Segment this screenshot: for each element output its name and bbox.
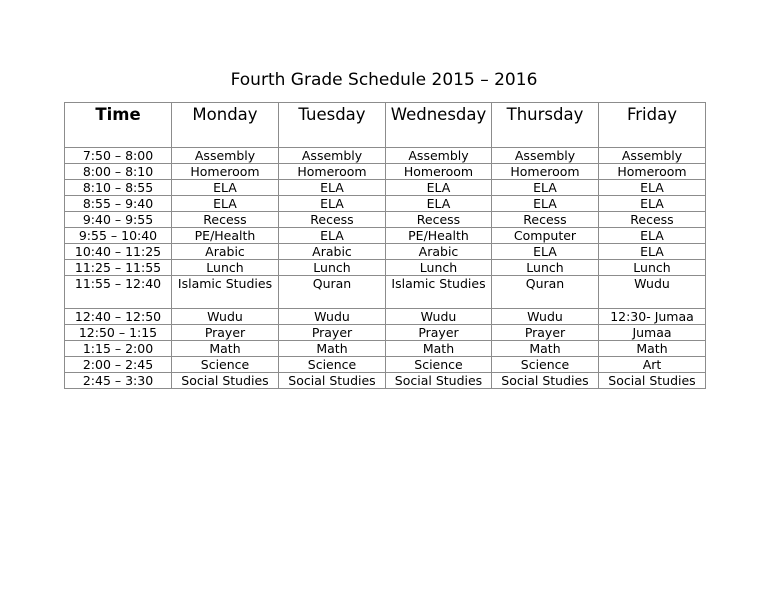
friday-cell: ELA [599, 196, 706, 212]
time-cell: 10:40 – 11:25 [65, 244, 172, 260]
tuesday-cell: ELA [279, 196, 386, 212]
monday-cell: Assembly [172, 148, 279, 164]
wednesday-cell: Arabic [386, 244, 492, 260]
tuesday-cell: Social Studies [279, 373, 386, 389]
friday-cell: Lunch [599, 260, 706, 276]
schedule-table [64, 102, 706, 389]
tuesday-cell: ELA [279, 180, 386, 196]
thursday-cell: Science [492, 357, 599, 373]
monday-cell: ELA [172, 196, 279, 212]
wednesday-cell: Wudu [386, 309, 492, 325]
tuesday-cell: Quran [279, 276, 386, 309]
column-header-monday: Monday [172, 103, 279, 148]
friday-cell: Assembly [599, 148, 706, 164]
monday-cell: Math [172, 341, 279, 357]
monday-cell: PE/Health [172, 228, 279, 244]
wednesday-cell: Homeroom [386, 164, 492, 180]
thursday-cell: Math [492, 341, 599, 357]
tuesday-cell: Science [279, 357, 386, 373]
wednesday-cell: Math [386, 341, 492, 357]
friday-cell: Jumaa [599, 325, 706, 341]
table-row [65, 196, 706, 212]
time-cell: 9:55 – 10:40 [65, 228, 172, 244]
header-row [65, 103, 706, 148]
wednesday-cell: Prayer [386, 325, 492, 341]
tuesday-cell: Arabic [279, 244, 386, 260]
friday-cell: Art [599, 357, 706, 373]
thursday-cell: ELA [492, 196, 599, 212]
wednesday-cell: Science [386, 357, 492, 373]
tuesday-cell: Homeroom [279, 164, 386, 180]
wednesday-cell: Assembly [386, 148, 492, 164]
monday-cell: Lunch [172, 260, 279, 276]
wednesday-cell: ELA [386, 180, 492, 196]
table-row [65, 357, 706, 373]
page-title: Fourth Grade Schedule 2015 – 2016 [230, 70, 538, 90]
thursday-cell: Computer [492, 228, 599, 244]
table-row [65, 148, 706, 164]
time-cell: 12:40 – 12:50 [65, 309, 172, 325]
monday-cell: Recess [172, 212, 279, 228]
table-row [65, 212, 706, 228]
time-cell: 11:55 – 12:40 [65, 276, 172, 309]
column-header-friday: Friday [599, 103, 706, 148]
wednesday-cell: PE/Health [386, 228, 492, 244]
column-header-time: Time [65, 103, 172, 148]
friday-cell: ELA [599, 228, 706, 244]
friday-cell: Recess [599, 212, 706, 228]
time-cell: 8:55 – 9:40 [65, 196, 172, 212]
table-row [65, 373, 706, 389]
tuesday-cell: Recess [279, 212, 386, 228]
monday-cell: Homeroom [172, 164, 279, 180]
monday-cell: Wudu [172, 309, 279, 325]
tuesday-cell: Prayer [279, 325, 386, 341]
tuesday-cell: Assembly [279, 148, 386, 164]
schedule-body [65, 148, 706, 389]
monday-cell: Arabic [172, 244, 279, 260]
column-header-thursday: Thursday [492, 103, 599, 148]
friday-cell: ELA [599, 180, 706, 196]
friday-cell: 12:30- Jumaa [599, 309, 706, 325]
table-row [65, 228, 706, 244]
tuesday-cell: Wudu [279, 309, 386, 325]
time-cell: 1:15 – 2:00 [65, 341, 172, 357]
wednesday-cell: Social Studies [386, 373, 492, 389]
monday-cell: Science [172, 357, 279, 373]
friday-cell: Social Studies [599, 373, 706, 389]
friday-cell: Wudu [599, 276, 706, 309]
tuesday-cell: Lunch [279, 260, 386, 276]
friday-cell: Math [599, 341, 706, 357]
thursday-cell: Prayer [492, 325, 599, 341]
time-cell: 8:00 – 8:10 [65, 164, 172, 180]
thursday-cell: Assembly [492, 148, 599, 164]
tuesday-cell: Math [279, 341, 386, 357]
monday-cell: Islamic Studies [172, 276, 279, 309]
time-cell: 12:50 – 1:15 [65, 325, 172, 341]
thursday-cell: Social Studies [492, 373, 599, 389]
thursday-cell: ELA [492, 180, 599, 196]
thursday-cell: Quran [492, 276, 599, 309]
table-row [65, 341, 706, 357]
time-cell: 8:10 – 8:55 [65, 180, 172, 196]
thursday-cell: Homeroom [492, 164, 599, 180]
column-header-tuesday: Tuesday [279, 103, 386, 148]
wednesday-cell: Lunch [386, 260, 492, 276]
wednesday-cell: Islamic Studies [386, 276, 492, 309]
time-cell: 11:25 – 11:55 [65, 260, 172, 276]
wednesday-cell: Recess [386, 212, 492, 228]
monday-cell: Social Studies [172, 373, 279, 389]
column-header-wednesday: Wednesday [386, 103, 492, 148]
wednesday-cell: ELA [386, 196, 492, 212]
thursday-cell: ELA [492, 244, 599, 260]
friday-cell: Homeroom [599, 164, 706, 180]
thursday-cell: Recess [492, 212, 599, 228]
time-cell: 2:45 – 3:30 [65, 373, 172, 389]
table-row [65, 309, 706, 325]
friday-cell: ELA [599, 244, 706, 260]
table-row [65, 260, 706, 276]
table-row [65, 180, 706, 196]
time-cell: 7:50 – 8:00 [65, 148, 172, 164]
table-row [65, 325, 706, 341]
time-cell: 2:00 – 2:45 [65, 357, 172, 373]
table-row [65, 244, 706, 260]
thursday-cell: Lunch [492, 260, 599, 276]
thursday-cell: Wudu [492, 309, 599, 325]
monday-cell: ELA [172, 180, 279, 196]
table-row [65, 276, 706, 309]
time-cell: 9:40 – 9:55 [65, 212, 172, 228]
tuesday-cell: ELA [279, 228, 386, 244]
table-row [65, 164, 706, 180]
monday-cell: Prayer [172, 325, 279, 341]
